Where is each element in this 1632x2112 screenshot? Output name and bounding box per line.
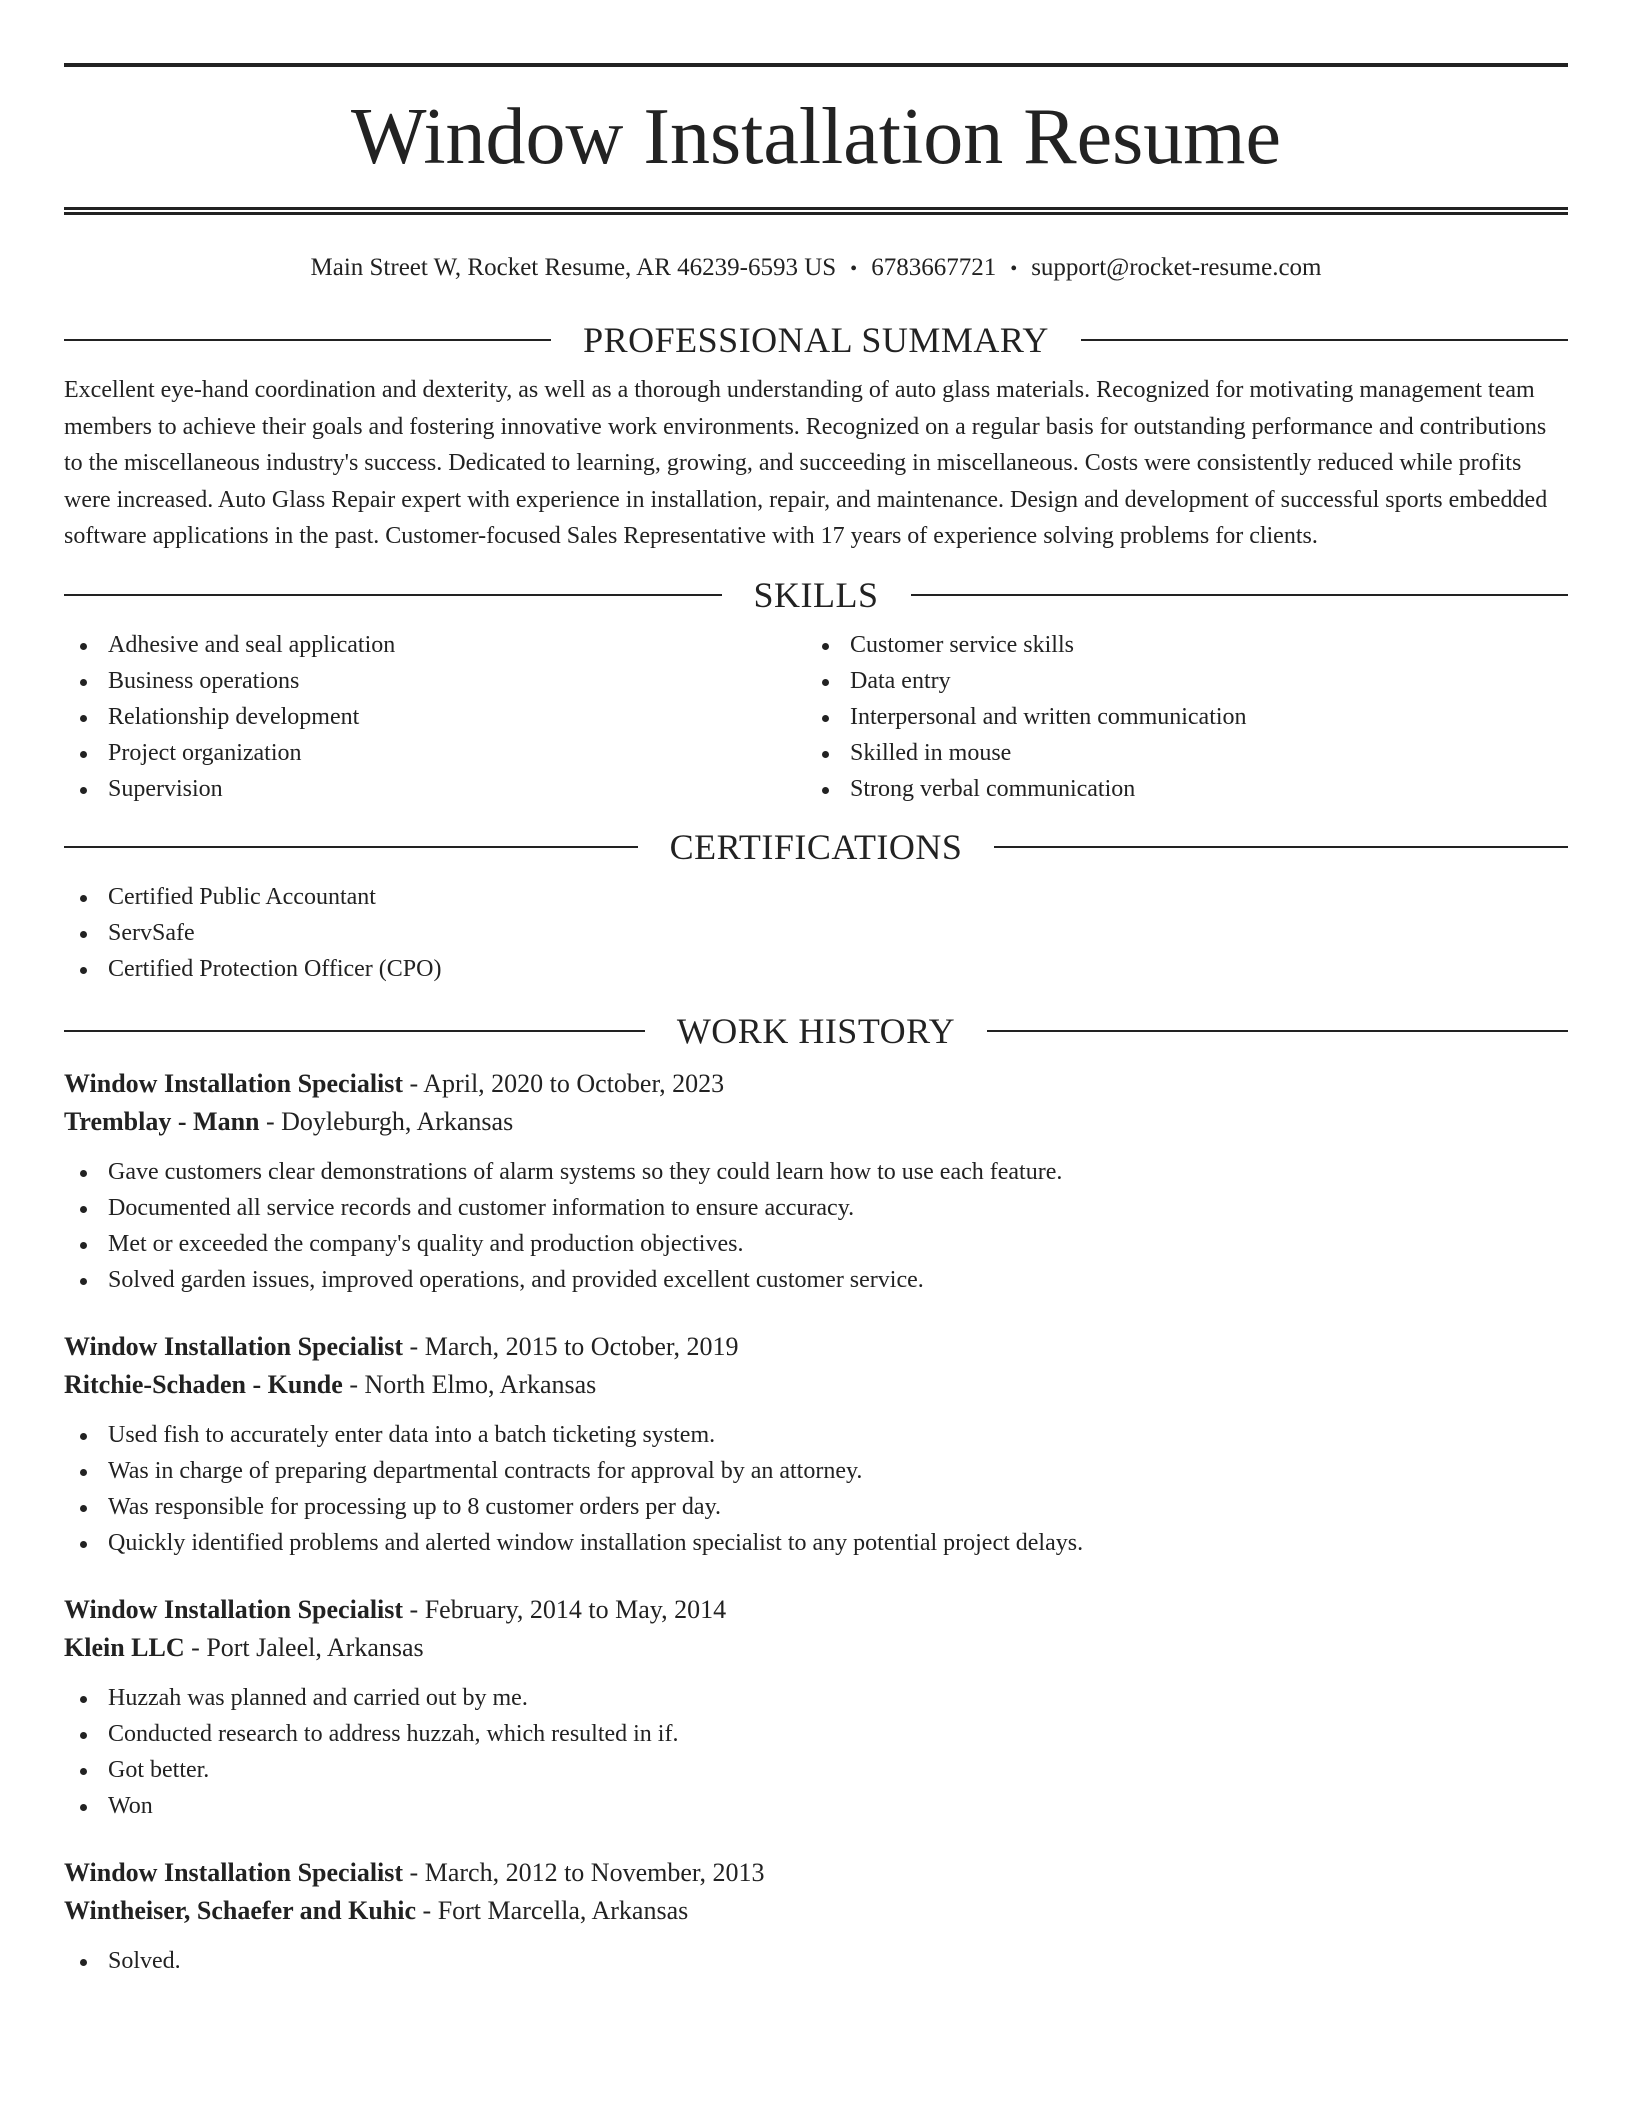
job-location: Fort Marcella, Arkansas bbox=[437, 1895, 689, 1925]
certification-item: ServSafe bbox=[64, 915, 1568, 951]
job-bullet: Solved. bbox=[64, 1943, 1568, 1979]
job-entry bbox=[64, 1065, 1568, 1298]
work-history-list bbox=[64, 1065, 1568, 1979]
job-company-line: Wintheiser, Schaefer and Kuhic - Fort Marcella, Arkansas bbox=[64, 1895, 689, 1925]
summary-heading: PROFESSIONAL SUMMARY bbox=[583, 320, 1049, 360]
job-location: North Elmo, Arkansas bbox=[364, 1369, 597, 1399]
contact-separator: • bbox=[1010, 258, 1018, 280]
job-bullets bbox=[64, 1154, 1568, 1298]
job-bullet: Gave customers clear demonstrations of alarm systems so they could learn how to use each feature. bbox=[64, 1154, 1568, 1190]
skill-item: Supervision bbox=[64, 771, 806, 807]
job-entry bbox=[64, 1854, 1568, 1979]
divider-line bbox=[911, 594, 1569, 596]
job-bullets bbox=[64, 1680, 1568, 1824]
skill-item: Adhesive and seal application bbox=[64, 627, 806, 663]
job-company-line: Ritchie-Schaden - Kunde - North Elmo, Arkansas bbox=[64, 1369, 597, 1399]
job-title: Window Installation Specialist bbox=[64, 1594, 404, 1624]
contact-email: support@rocket-resume.com bbox=[1031, 254, 1322, 281]
certification-item: Certified Protection Officer (CPO) bbox=[64, 951, 1568, 987]
contact-line bbox=[64, 253, 1568, 284]
resume-title: Window Installation Resume bbox=[351, 93, 1281, 181]
skill-item: Project organization bbox=[64, 735, 806, 771]
summary-section-header bbox=[64, 318, 1568, 362]
certification-item: Certified Public Accountant bbox=[64, 879, 1568, 915]
job-company: Tremblay - Mann bbox=[64, 1106, 260, 1136]
job-title-line: Window Installation Specialist - February, 2014 to May, 2014 bbox=[64, 1594, 727, 1624]
job-bullet: Conducted research to address huzzah, which resulted in if. bbox=[64, 1716, 1568, 1752]
job-bullet: Was in charge of preparing departmental contracts for approval by an attorney. bbox=[64, 1453, 1568, 1489]
work-section-header bbox=[64, 1009, 1568, 1053]
job-dates: February, 2014 to May, 2014 bbox=[424, 1594, 727, 1624]
skills-list-left bbox=[64, 627, 806, 807]
contact-phone: 6783667721 bbox=[871, 254, 997, 281]
job-title: Window Installation Specialist bbox=[64, 1857, 404, 1887]
job-bullet: Used fish to accurately enter data into a batch ticketing system. bbox=[64, 1417, 1568, 1453]
summary-text: Excellent eye-hand coordination and dexterity, as well as a thorough understanding of auto glass materials. Recognized for motivating management team members to achieve their goals and fostering innovative work environments. Recognized on a regular basis for outstanding performance and contributions to the miscellaneous industry's success. Dedicated to learning, growing, and succeeding in miscellaneous. Costs were consistently reduced while profits were increased. Auto Glass Repair expert with experience in installation, repair, and maintenance. Design and development of successful sports embedded software applications in the past. Customer-focused Sales Representative with 17 years of experience solving problems for clients. bbox=[64, 377, 1548, 549]
job-dates: March, 2012 to November, 2013 bbox=[424, 1857, 765, 1887]
job-dates: March, 2015 to October, 2019 bbox=[424, 1331, 739, 1361]
skill-item: Business operations bbox=[64, 663, 806, 699]
job-company: Wintheiser, Schaefer and Kuhic bbox=[64, 1895, 417, 1925]
divider-line bbox=[64, 1030, 645, 1032]
contact-separator: • bbox=[850, 258, 858, 280]
work-heading: WORK HISTORY bbox=[676, 1010, 956, 1051]
job-title: Window Installation Specialist bbox=[64, 1068, 404, 1098]
job-entry bbox=[64, 1591, 1568, 1824]
certifications-list bbox=[64, 879, 1568, 987]
job-company-line: Tremblay - Mann - Doyleburgh, Arkansas bbox=[64, 1106, 514, 1136]
job-location: Port Jaleel, Arkansas bbox=[206, 1632, 424, 1662]
job-bullet: Won bbox=[64, 1788, 1568, 1824]
skills-heading: SKILLS bbox=[753, 574, 879, 615]
job-bullets bbox=[64, 1417, 1568, 1561]
divider-line bbox=[64, 594, 722, 596]
skill-item: Skilled in mouse bbox=[806, 735, 1548, 771]
certifications-section-header bbox=[64, 825, 1568, 869]
job-bullet: Solved garden issues, improved operations, and provided excellent customer service. bbox=[64, 1262, 1568, 1298]
job-bullet: Met or exceeded the company's quality and production objectives. bbox=[64, 1226, 1568, 1262]
skill-item: Strong verbal communication bbox=[806, 771, 1548, 807]
job-title: Window Installation Specialist bbox=[64, 1331, 404, 1361]
job-company: Ritchie-Schaden - Kunde bbox=[64, 1369, 343, 1399]
job-location: Doyleburgh, Arkansas bbox=[281, 1106, 514, 1136]
job-bullet: Quickly identified problems and alerted window installation specialist to any potential project delays. bbox=[64, 1525, 1568, 1561]
job-entry bbox=[64, 1328, 1568, 1561]
job-title-line: Window Installation Specialist - March, 2015 to October, 2019 bbox=[64, 1331, 739, 1361]
skills-columns bbox=[64, 627, 1568, 807]
skill-item: Customer service skills bbox=[806, 627, 1548, 663]
job-bullet: Documented all service records and customer information to ensure accuracy. bbox=[64, 1190, 1568, 1226]
job-bullet: Huzzah was planned and carried out by me. bbox=[64, 1680, 1568, 1716]
job-dates: April, 2020 to October, 2023 bbox=[423, 1068, 725, 1098]
job-company: Klein LLC bbox=[64, 1632, 185, 1662]
divider-line bbox=[987, 1030, 1568, 1032]
skills-section-header bbox=[64, 573, 1568, 617]
skills-list-right bbox=[806, 627, 1548, 807]
job-company-line: Klein LLC - Port Jaleel, Arkansas bbox=[64, 1632, 424, 1662]
title-double-rule bbox=[64, 207, 1568, 215]
resume-content bbox=[64, 63, 1568, 1979]
contact-address: Main Street W, Rocket Resume, AR 46239-6593 US bbox=[310, 254, 837, 281]
certifications-heading: CERTIFICATIONS bbox=[669, 826, 963, 867]
divider-line bbox=[994, 846, 1568, 848]
job-bullets bbox=[64, 1943, 1568, 1979]
skill-item: Relationship development bbox=[64, 699, 806, 735]
divider-line bbox=[1081, 339, 1568, 341]
skill-item: Data entry bbox=[806, 663, 1548, 699]
job-title-line: Window Installation Specialist - March, 2012 to November, 2013 bbox=[64, 1857, 765, 1887]
job-bullet: Was responsible for processing up to 8 customer orders per day. bbox=[64, 1489, 1568, 1525]
job-bullet: Got better. bbox=[64, 1752, 1568, 1788]
skill-item: Interpersonal and written communication bbox=[806, 699, 1548, 735]
divider-line bbox=[64, 339, 551, 341]
job-title-line: Window Installation Specialist - April, 2020 to October, 2023 bbox=[64, 1068, 725, 1098]
divider-line bbox=[64, 846, 638, 848]
